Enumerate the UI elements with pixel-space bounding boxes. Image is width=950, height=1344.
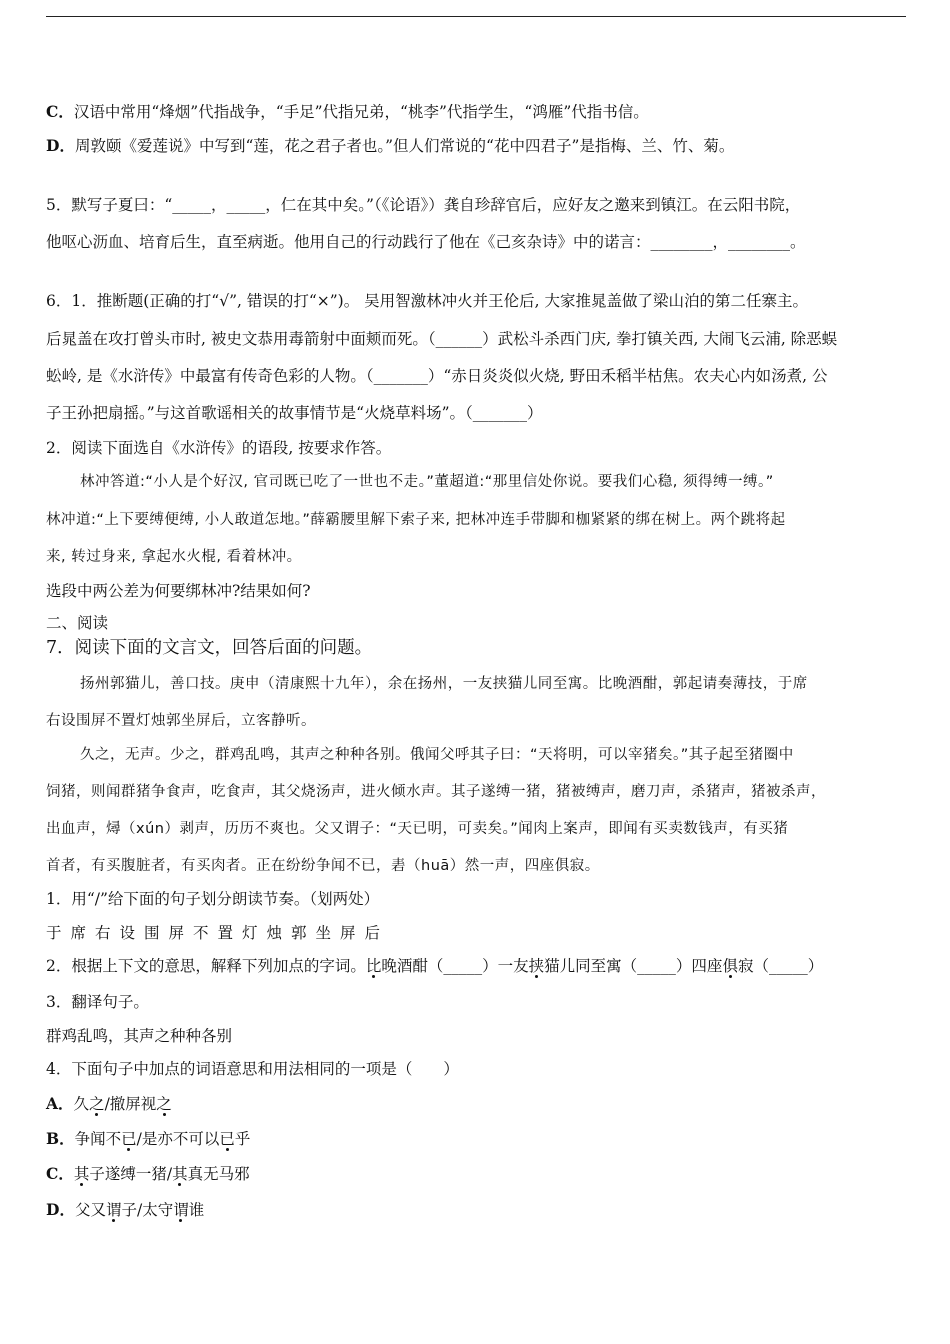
section-heading: 二、阅读 bbox=[46, 614, 109, 632]
dotted-word-qi-1: 其 bbox=[73, 1165, 90, 1183]
dotted-word-ju: 俱 bbox=[722, 957, 738, 975]
question-6-line-3: 蚣岭, 是《水浒传》中最富有传奇色彩的人物。（_______）“赤日炎炎似火烧, 野田禾稻半枯焦。农夫心内如汤煮, 公 bbox=[46, 367, 828, 385]
option-d-text: 周敦颐《爱莲说》中写到“莲，花之君子者也。”但人们常说的“花中四君子”是指梅、兰、竹、菊。 bbox=[74, 137, 735, 155]
dotted-word-qi-2: 其 bbox=[172, 1165, 188, 1183]
question-6-prompt: 选段中两公差为何要绑林冲?结果如何? bbox=[46, 582, 311, 600]
choice-c-label: C． bbox=[46, 1164, 74, 1183]
dotted-word-xie: 挟 bbox=[528, 957, 545, 975]
choice-a-label: A． bbox=[46, 1094, 74, 1113]
sub-question-2-part-3: 寂（_____） bbox=[737, 957, 824, 975]
option-c-label: C． bbox=[46, 102, 74, 121]
question-5-line-2: 他呕心沥血、培育后生，直至病逝。他用自己的行动践行了他在《己亥杂诗》中的诺言：________，________。 bbox=[46, 233, 806, 251]
choice-a bbox=[46, 1093, 906, 1115]
sub-question-2-part-2: 猫儿同至寓（_____）四座 bbox=[544, 957, 723, 975]
shuihu-passage-line-1: 林冲答道:“小人是个好汉, 官司既已吃了一世也不走。”董超道:“那里信处你说。要我们心稳, 须得缚一缚。” bbox=[80, 474, 774, 490]
dotted-word-zhi-2: 之 bbox=[156, 1095, 172, 1113]
choice-d-text-3: 谁 bbox=[188, 1201, 205, 1219]
question-6-line-4: 子王孙把扇摇。”与这首歌谣相关的故事情节是“火烧草料场”。（_______） bbox=[46, 404, 543, 422]
option-d-label: D． bbox=[46, 136, 75, 155]
choice-d bbox=[46, 1199, 906, 1221]
option-c-text: 汉语中常用“烽烟”代指战争，“手足”代指兄弟，“桃李”代指学生，“鸿雁”代指书信。 bbox=[73, 103, 649, 121]
dotted-word-zhi-1: 之 bbox=[89, 1095, 105, 1113]
sub-question-2-part-1: 晚酒酣（_____）一友 bbox=[381, 957, 529, 975]
option-d bbox=[46, 135, 906, 157]
classical-passage-line-5: 出血声，燖（xún）剥声，历历不爽也。父又谓子：“天已明，可卖矣。”闻肉上案声，即闻有买卖数钱声，有买猪 bbox=[46, 821, 789, 837]
shuihu-passage-line-2: 林冲道:“上下要缚便缚, 小人敢道怎地。”薛霸腰里解下索子来, 把林冲连手带脚和枷紧紧的绑在树上。两个跳将起 bbox=[46, 512, 786, 528]
classical-passage-line-1: 扬州郭猫儿，善口技。庚申（清康熙十九年），余在扬州，一友挟猫儿同至寓。比晚酒酣，郭起请奏薄技，于席 bbox=[80, 676, 808, 692]
question-7-title: 7．阅读下面的文言文，回答后面的问题。 bbox=[46, 638, 373, 658]
choice-d-text-1: 父又 bbox=[74, 1201, 106, 1219]
dotted-word-wei-2: 谓 bbox=[173, 1201, 189, 1219]
choice-c bbox=[46, 1163, 906, 1185]
dotted-word-wei-1: 谓 bbox=[105, 1201, 122, 1219]
question-5-line-1: 5．默写子夏曰：“_____，_____，仁在其中矣。”（《论语》）龚自珍辞官后，应好友之邀来到镇江。在云阳书院， bbox=[46, 196, 801, 214]
dotted-word-bi: 比 bbox=[365, 957, 382, 975]
sub-question-2-prefix: 2．根据上下文的意思，解释下列加点的字词。 bbox=[46, 957, 366, 975]
sub-question-4: 4．下面句子中加点的词语意思和用法相同的一项是（ ） bbox=[46, 1060, 459, 1078]
choice-c-text-1: 子遂缚一猪/ bbox=[89, 1165, 173, 1183]
option-c bbox=[46, 101, 906, 123]
classical-passage-line-2: 右设围屏不置灯烛郭坐屏后，立客静听。 bbox=[46, 713, 316, 729]
choice-a-text-1: 久 bbox=[73, 1095, 90, 1113]
choice-c-text-2: 真无马邪 bbox=[187, 1165, 250, 1183]
choice-d-label: D． bbox=[46, 1200, 75, 1219]
choice-b-label: B． bbox=[46, 1129, 75, 1148]
choice-b-text-3: 乎 bbox=[234, 1130, 251, 1148]
choice-a-text-2: /撤屏视 bbox=[104, 1095, 157, 1113]
classical-passage-line-3: 久之，无声。少之，群鸡乱鸣，其声之种种各别。俄闻父呼其子曰：“天将明，可以宰猪矣。”其子起至猪圈中 bbox=[80, 747, 794, 763]
classical-passage-line-4: 饲猪，则闻群猪争食声，吃食声，其父烧汤声，进火倾水声。其子遂缚一猪，猪被缚声，磨刀声，杀猪声，猪被杀声， bbox=[46, 784, 826, 800]
sub-question-1-sentence: 于席右设围屏不置灯烛郭坐屏后 bbox=[46, 924, 390, 942]
dotted-word-yi-1: 已 bbox=[121, 1130, 137, 1148]
sub-question-2 bbox=[46, 955, 906, 977]
question-6-line-2: 后晁盖在攻打曾头市时, 被史文恭用毒箭射中面颊而死。（______）武松斗杀西门庆, 拳打镇关西, 大闹飞云浦, 除恶蜈 bbox=[46, 330, 838, 348]
shuihu-passage-line-3: 来, 转过身来, 拿起水火棍, 看着林冲。 bbox=[46, 549, 302, 565]
sub-question-3: 3．翻译句子。 bbox=[46, 993, 149, 1011]
sub-question-1: 1．用“/”给下面的句子划分朗读节奏。（划两处） bbox=[46, 890, 380, 908]
header-rule bbox=[46, 16, 906, 17]
choice-b-text-1: 争闻不 bbox=[74, 1130, 122, 1148]
dotted-word-yi-2: 已 bbox=[219, 1130, 235, 1148]
choice-b-text-2: /是亦不可以 bbox=[136, 1130, 220, 1148]
question-6-line-1: 6．1．推断题(正确的打“√”, 错误的打“×”)。 吴用智激林冲火并王伦后, 大家推晁盖做了梁山泊的第二任寨主。 bbox=[46, 292, 809, 310]
choice-d-text-2: 子/太守 bbox=[121, 1201, 174, 1219]
sub-question-3-sentence: 群鸡乱鸣，其声之种种各别 bbox=[46, 1027, 233, 1045]
question-6-sub-2: 2．阅读下面选自《水浒传》的语段, 按要求作答。 bbox=[46, 439, 392, 457]
classical-passage-line-6: 首者，有买腹脏者，有买肉者。正在纷纷争闻不已，砉（huā）然一声，四座俱寂。 bbox=[46, 858, 600, 874]
choice-b bbox=[46, 1128, 906, 1150]
